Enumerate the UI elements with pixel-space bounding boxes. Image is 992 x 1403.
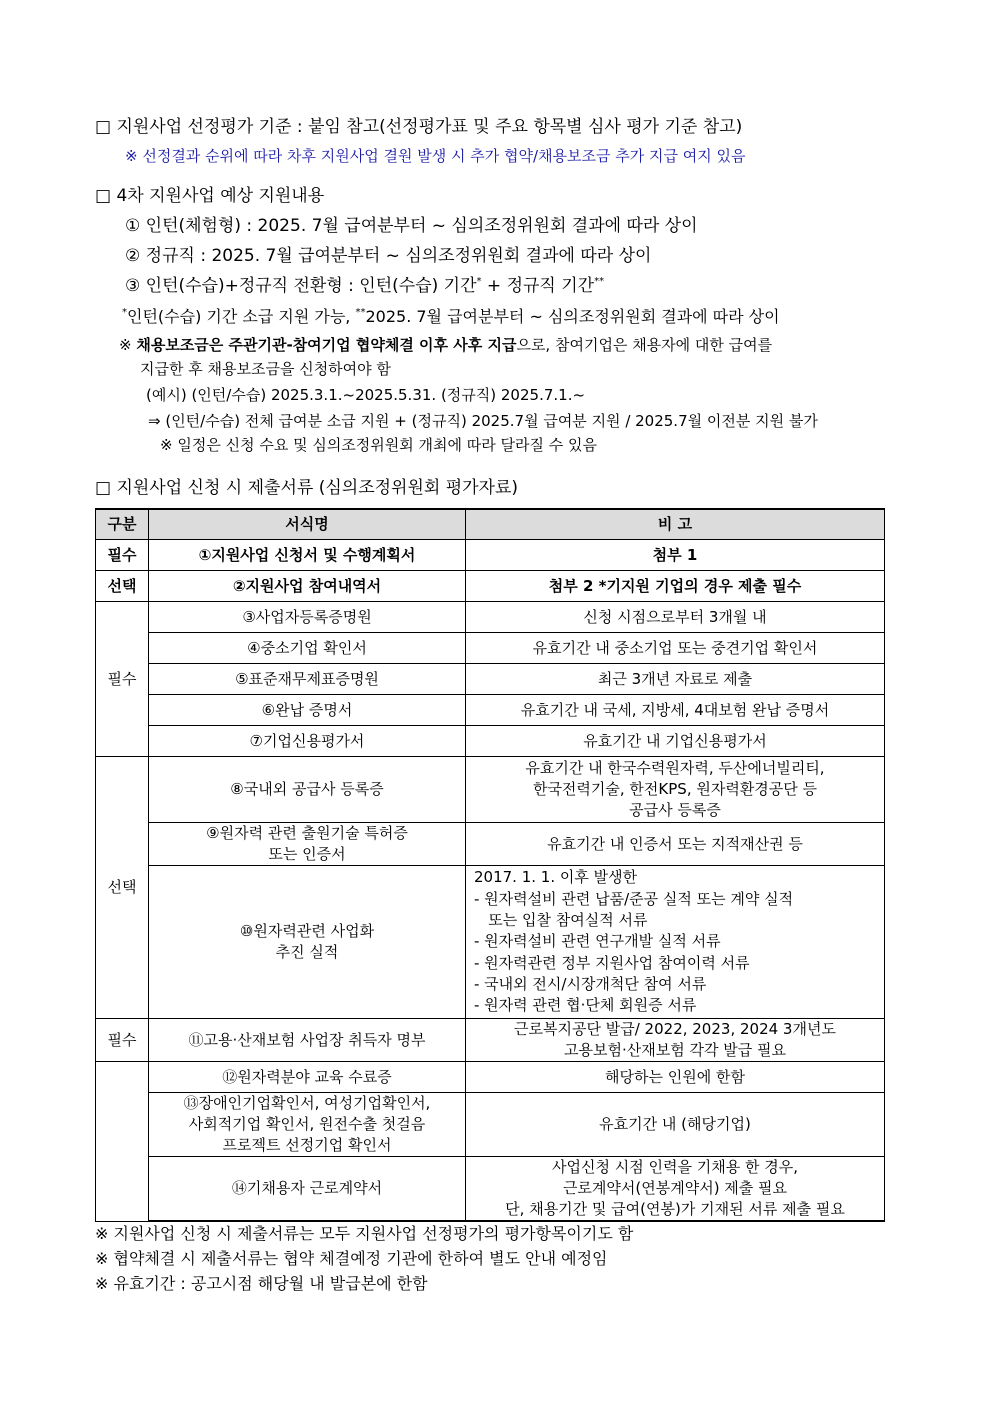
remarks-line: 근로계약서(연봉계약서) 제출 필요 [562,1179,788,1197]
row-remarks: 첨부 2 *기지원 기업의 경우 제출 필수 [466,571,885,602]
remarks-line: 사업신청 시점 인력을 기채용 한 경우, [552,1158,798,1176]
row-category: 선택 [96,757,149,1019]
remarks-line: 한국전력기술, 한전KPS, 원자력환경공단 등 [532,780,818,798]
remarks-line: - 원자력설비 관련 납품/준공 실적 또는 계약 실적 [474,889,794,908]
row-category: 필수 [96,602,149,757]
remarks-line: 유효기간 내 한국수력원자력, 두산에너빌리티, [525,759,825,777]
header-remarks: 비 고 [466,509,885,540]
row-form-name: ②지원사업 참여내역서 [149,571,466,602]
table-row [96,1019,885,1062]
remarks-line: 공급사 등록증 [629,801,721,819]
footer-note-3: ※ 유효기간 : 공고시점 해당월 내 발급본에 한함 [95,1274,428,1293]
form-name-line: 추진 실적 [275,943,339,961]
remarks-line: - 국내외 전시/시장개척단 참여 서류 [474,974,707,993]
row-form-name [149,1093,466,1157]
form-name-line: ⑬장애인기업확인서, 여성기업확인서, [183,1094,431,1112]
row-remarks [466,757,885,823]
row-form-name: ⑦기업신용평가서 [149,726,466,757]
remarks-line: 또는 입찰 참여실적 서류 [474,911,648,930]
subsidy-note-rest: 으로, 참여기업은 채용자에 대한 급여를 [516,336,773,354]
row-remarks: 해당하는 인원에 한함 [466,1062,885,1093]
row-form-name [149,866,466,1019]
table-row [96,866,885,1019]
row-remarks: 유효기간 내 기업신용평가서 [466,726,885,757]
row-remarks: 첨부 1 [466,540,885,571]
remarks-line: 고용보험·산재보험 각각 발급 필요 [564,1041,786,1059]
form-name-line: 프로젝트 선정기업 확인서 [222,1136,392,1154]
subsidy-note [119,335,772,355]
table-row [96,602,885,633]
row-form-name: ⑪고용·산재보험 사업장 취득자 명부 [149,1019,466,1062]
row-remarks: 유효기간 내 (해당기업) [466,1093,885,1157]
footnote-sup-single: * [122,307,127,318]
form-name-line: 사회적기업 확인서, 원전수출 첫걸음 [188,1115,426,1133]
row-form-name: ⑧국내외 공급사 등록증 [149,757,466,823]
table-row [96,1093,885,1157]
row-remarks: 유효기간 내 인증서 또는 지적재산권 등 [466,823,885,866]
footer-note-1: ※ 지원사업 신청 시 제출서류는 모두 지원사업 선정평가의 평가항목이기도 함 [95,1224,634,1243]
row-remarks [466,866,885,1019]
schedule-note: ※ 일정은 신청 수요 및 심의조정위원회 개최에 따라 달라질 수 있음 [160,436,597,454]
criteria-note: ※ 선정결과 순위에 따라 차후 지원사업 결원 발생 시 추가 협약/채용보조금 추가 지급 여지 있음 [125,147,746,165]
subsidy-note-bold: 채용보조금은 주관기관-참여기업 협약체결 이후 사후 지급 [136,336,517,354]
row-remarks: 유효기간 내 중소기업 또는 중견기업 확인서 [466,633,885,664]
footnote-text-b: 2025. 7월 급여분부터 ~ 심의조정위원회 결과에 따라 상이 [365,307,780,326]
row-form-name: ①지원사업 신청서 및 수행계획서 [149,540,466,571]
row-form-name: ③사업자등록증명원 [149,602,466,633]
subsidy-note-line2: 지급한 후 채용보조금을 신청하여야 함 [140,360,391,378]
remarks-line: - 원자력 관련 협·단체 회원증 서류 [474,996,697,1015]
remarks-line: - 원자력관련 정부 지원사업 참여이력 서류 [474,953,750,972]
support-item-fulltime: ② 정규직 : 2025. 7월 급여분부터 ~ 심의조정위원회 결과에 따라 상이 [125,246,652,266]
table-row [96,633,885,664]
documents-heading: □ 지원사업 신청 시 제출서류 (심의조정위원회 평가자료) [95,478,519,498]
row-form-name: ⑭기채용자 근로계약서 [149,1157,466,1222]
row-category [96,1062,149,1222]
row-remarks: 유효기간 내 국세, 지방세, 4대보험 완납 증명서 [466,695,885,726]
subsidy-note-prefix: ※ [119,336,137,354]
remarks-line: 2017. 1. 1. 이후 발생한 [474,868,638,887]
row-category: 필수 [96,1019,149,1062]
table-row [96,571,885,602]
row-form-name: ⑫원자력분야 교육 수료증 [149,1062,466,1093]
table-row [96,757,885,823]
row-form-name [149,823,466,866]
footnote-text-a: 인턴(수습) 기간 소급 지원 가능, [127,307,356,326]
example-result: ⇒ (인턴/수습) 전체 급여분 소급 지원 + (정규직) 2025.7월 급여분 지원 / 2025.7월 이전분 지원 불가 [148,412,818,430]
conversion-text-a: ③ 인턴(수습)+정규직 전환형 : 인턴(수습) 기간 [125,276,477,296]
header-form-name: 서식명 [149,509,466,540]
remarks-line: - 원자력설비 관련 연구개발 실적 서류 [474,932,721,951]
form-name-line: 또는 인증서 [268,845,346,863]
row-remarks [466,1019,885,1062]
form-name-line: ⑩원자력관련 사업화 [239,922,375,940]
table-row [96,823,885,866]
remarks-line: 근로복지공단 발급/ 2022, 2023, 2024 3개년도 [514,1020,836,1038]
example-period: (예시) (인턴/수습) 2025.3.1.~2025.5.31. (정규직) 2025.7.1.~ [146,386,586,404]
row-remarks: 신청 시점으로부터 3개월 내 [466,602,885,633]
table-header-row [96,509,885,540]
support-item-conversion [125,276,604,296]
table-row [96,695,885,726]
support-footnote [122,307,780,327]
row-form-name: ④중소기업 확인서 [149,633,466,664]
table-row [96,726,885,757]
table-row [96,1157,885,1222]
remarks-line: 단, 채용기간 및 급여(연봉)가 기재된 서류 제출 필요 [505,1200,845,1218]
conversion-text-b: + 정규직 기간 [481,276,595,296]
row-form-name: ⑥완납 증명서 [149,695,466,726]
row-category: 필수 [96,540,149,571]
form-name-line: ⑨원자력 관련 출원기술 특허증 [206,824,408,842]
footnote-sup-double: ** [355,307,366,318]
row-form-name: ⑤표준재무제표증명원 [149,664,466,695]
row-remarks: 최근 3개년 자료로 제출 [466,664,885,695]
row-remarks [466,1157,885,1222]
sup-double: ** [594,276,605,287]
table-row [96,664,885,695]
footer-note-2: ※ 협약체결 시 제출서류는 협약 체결예정 기관에 한하여 별도 안내 예정임 [95,1249,608,1268]
table-row [96,540,885,571]
header-category: 구분 [96,509,149,540]
table-row [96,1062,885,1093]
row-category: 선택 [96,571,149,602]
support-heading: □ 4차 지원사업 예상 지원내용 [95,186,325,206]
criteria-heading: □ 지원사업 선정평가 기준 : 붙임 참고(선정평가표 및 주요 항목별 심사 평가 기준 참고) [95,117,743,137]
sup-single: * [476,276,482,287]
support-item-intern: ① 인턴(체험형) : 2025. 7월 급여분부터 ~ 심의조정위원회 결과에 따라 상이 [125,216,698,236]
documents-table [95,508,885,1222]
